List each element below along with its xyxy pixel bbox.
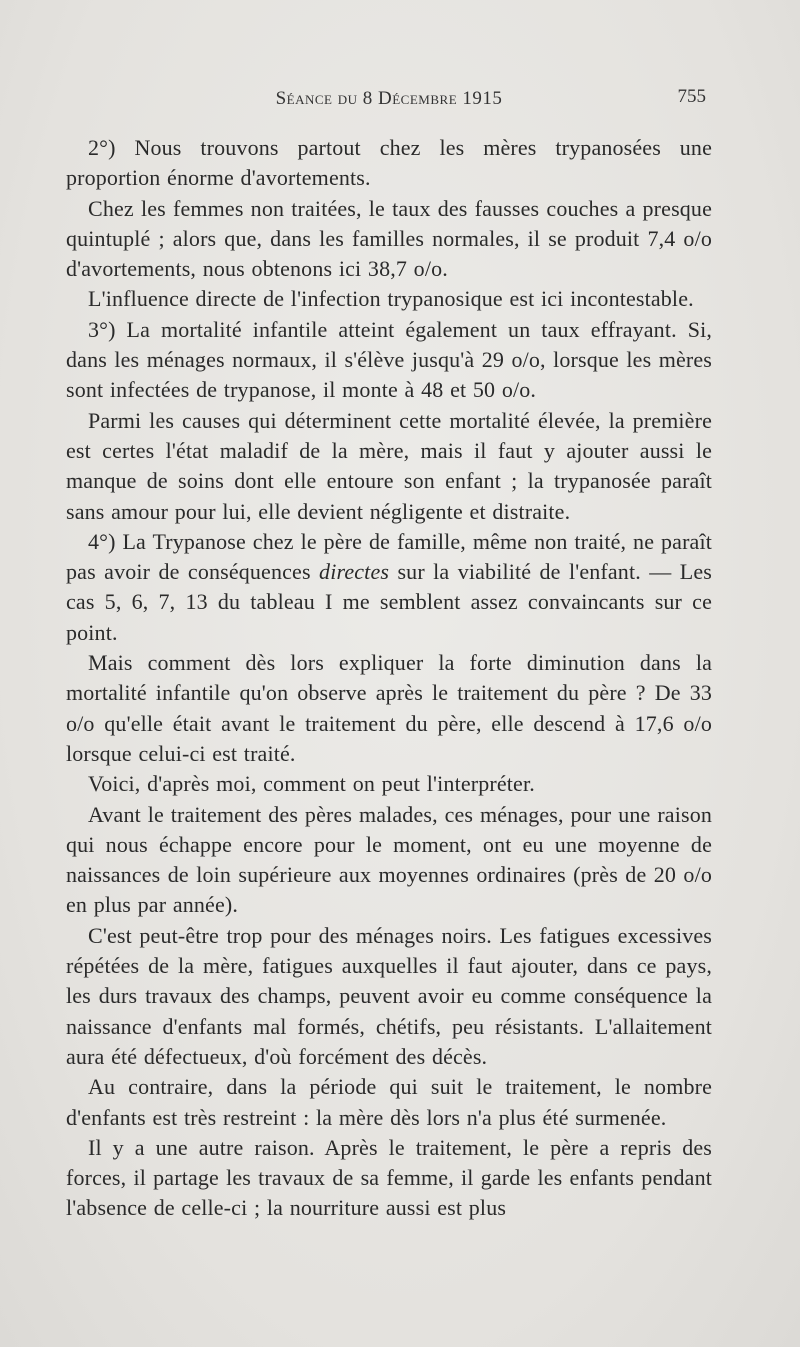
page-number: 755: [677, 86, 706, 107]
italic-text: directes: [319, 559, 390, 585]
paragraph: Au contraire, dans la période qui suit le traitement, le nombre d'enfants est très restreint : la mère dès lors n'a plus été surmenée.: [66, 1074, 712, 1130]
paragraph: [66, 527, 712, 648]
paragraph: Avant le traitement des pères malades, ces ménages, pour une raison qui nous échappe encore pour le moment, ont eu une moyenne de naissances de loin supérieure aux moyennes ordinaires (près de 20 o/o en plus par année).: [66, 801, 712, 918]
paragraph: Il y a une autre raison. Après le traitement, le père a repris des forces, il partage les travaux de sa femme, il garde les enfants pendant l'absence de celle-ci ; la nourriture aussi est plus: [66, 1134, 712, 1221]
paragraph-text: 4°) La Trypanose chez le père de famille, même non traité, ne paraît pas avoir de conséquences: [66, 528, 712, 585]
paragraph: L'influence directe de l'infection trypanosique est ici incontestable.: [88, 286, 694, 312]
paragraph: Chez les femmes non traitées, le taux des fausses couches a presque quintuplé ; alors que, dans les familles normales, il se produit 7,4 o/o d'avortements, nous obtenons ici 38,7 o/o.: [66, 195, 712, 282]
paragraph: 3°) La mortalité infantile atteint également un taux effrayant. Si, dans les ménages normaux, il s'élève jusqu'à 29 o/o, lorsque les mères sont infectées de trypanose, il monte à 48 et 50 o/o.: [66, 316, 712, 403]
paragraph: C'est peut-être trop pour des ménages noirs. Les fatigues excessives répétées de la mère, fatigues auxquelles il faut ajouter, dans ce pays, les durs travaux des champs, peuvent avoir eu comme conséquence la naissance d'enfants mal formés, chétifs, peu résistants. L'allaitement aura été défectueux, d'où forcément des décès.: [66, 922, 712, 1069]
paragraph-text: sur la viabilité de l'enfant. — Les cas 5, 6, 7, 13 du tableau I me semblent assez convaincants sur ce point.: [66, 559, 712, 645]
paragraph: Parmi les causes qui déterminent cette mortalité élevée, la première est certes l'état maladif de la mère, mais il faut y ajouter aussi le manque de soins dont elle entoure son enfant ; la trypanosée paraît sans amour pour lui, elle devient négligente et distraite.: [66, 407, 712, 524]
page-header: [66, 80, 712, 120]
paragraph: Mais comment dès lors expliquer la forte diminution dans la mortalité infantile qu'on observe après le traitement du père ? De 33 o/o qu'elle était avant le traitement du père, elle descend à 17,6 o/o lorsque celui-ci est traité.: [66, 650, 712, 766]
page: [66, 80, 712, 1224]
body-text: [66, 133, 712, 1224]
running-head: Séance du 8 Décembre 1915: [275, 88, 503, 109]
paragraph: Voici, d'après moi, comment on peut l'interpréter.: [88, 771, 535, 797]
paragraph: 2°) Nous trouvons partout chez les mères trypanosées une proportion énorme d'avortements.: [66, 135, 712, 191]
